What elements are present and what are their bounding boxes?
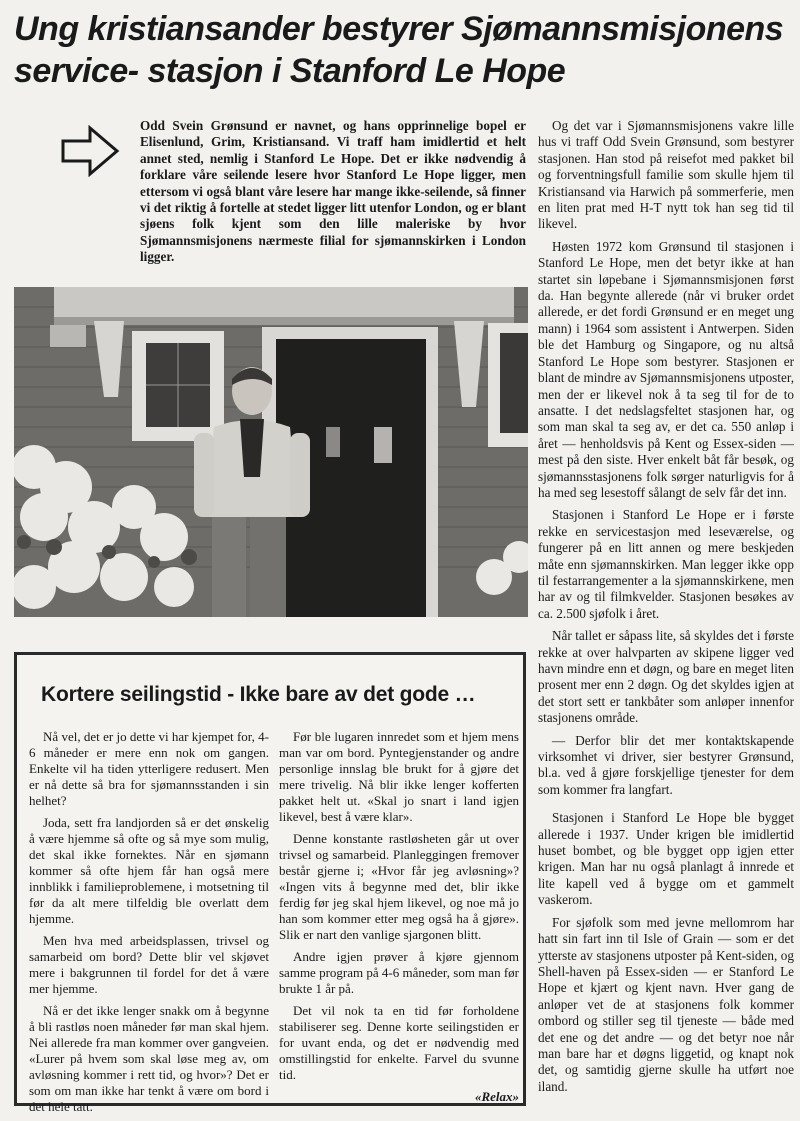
sidebox-paragraph: Nå vel, det er jo dette vi har kjempet for, 4-6 måneder er mere enn nok om gangen. Enkelte vil ha tiden ytterligere redusert. Men er nå dette så bra for sjømannsstanden i sin helhet? (29, 729, 269, 808)
article-paragraph: Og det var i Sjømannsmisjonens vakre lille hus vi traff Odd Svein Grønsund, som bestyrer stasjonen. Han stod på reisefot med pakket bil og forventningsfull familie som skulle hjem til Kristiansand via Harwich på sommerferie, men en liten prat med H-T nytt tok han seg tid til likevel. (538, 118, 794, 232)
sidebox-paragraph: Denne konstante rastløsheten går ut over trivsel og samarbeid. Planleggingen fremover består gjerne i; «Hvor får jeg avløsning»? «Ingen vits å begynne med det, blir ikke ferdig før jeg skal hjem likevel, og noe må jo han som kommer etter meg også ha å gjøre». Slik er nart den vanlige sjargonen blitt. (279, 831, 519, 942)
sidebox-paragraph: Det vil nok ta en tid før forholdene stabiliserer seg. Denne korte seilingstiden er for uvant enda, og det er nødvendig med omstillingstid for enkelte. Farvel du svunne tid. (279, 1003, 519, 1082)
sidebox-paragraph: Joda, sett fra landjorden så er det ønskelig å være hjemme så ofte og så mye som mulig, det skal ikke fornektes. Når en sjømann kommer så ofte hjem får han også mere innblikk i familieproblemene, i motsetning til før da alt mere tilfeldig ble overlatt dem hjemme. (29, 815, 269, 926)
sidebox-title: Kortere seilingstid - Ikke bare av det gode … (41, 683, 476, 706)
sidebox-paragraph: Andre igjen prøver å kjøre gjennom samme program på 4-6 måneder, som man før brukte 1 år på. (279, 949, 519, 996)
signature: «Relax» (474, 1089, 519, 1104)
headline: Ung kristiansander bestyrer Sjømannsmisjonens service- stasjon i Stanford Le Hope (14, 10, 784, 90)
right-arrow-outline-icon (60, 125, 120, 177)
article-paragraph: Stasjonen i Stanford Le Hope er i første rekke en servicestasjon med leseværelse, og fungerer på en litt annen og mere beskjeden måte enn sjømannskirken. Man legger ikke opp til festarrangementer a la sjømannskirkene, men har av og til filmkvelder. Stasjonen besøkes av ca. 2.500 sjøfolk i året. (538, 507, 794, 621)
sidebox-column-left (29, 729, 269, 1121)
article-paragraph: — Derfor blir det mer kontaktskapende virksomhet vi driver, sier bestyrer Grønsund, bl.a. ved å gjøre forskjellige tjenester for dem som kommer fra langfart. (538, 732, 794, 797)
article-paragraph: Stasjonen i Stanford Le Hope ble bygget allerede i 1937. Under krigen ble imidlertid huset bombet, og ble bygget opp igjen etter krigen. Man har nu også planlagt å innrede et lite kapell ved å bygge om et gammelt vaskerom. (538, 810, 794, 908)
sidebox-paragraph: Men hva med arbeidsplassen, trivsel og samarbeid om bord? Dette blir vel skjøvet mere i bakgrunnen til fordel for det å være mer hjemme. (29, 933, 269, 996)
article-paragraph: Høsten 1972 kom Grønsund til stasjonen i Stanford Le Hope, men det betyr ikke at han startet sin løpebane i Sjømannsmisjonen først da. Han begynte allerede (når vi bruker ordet allerede, er det fordi Grønsund er en meget ung mann) i 1964 som assistent i Antwerpen. Siden ble det Hamburg og Singapore, og nu altså Stanford Le Hope som bestyrer. Stasjonen er blant de mindre av Sjømannsmisjonens utposter, men der er likevel nok å ta seg til for de to ansatte. I det nedslagsfeltet stasjonen har, og som man skal ta seg av, er det ca. 550 anløp i året — henholdsvis på Kent og Essex-siden — mest på den siste. Hver enkelt båt får besøk, og sjømannsstasjonens folk sørger naturligvis for å ha med seg lesestoff sålangt de selv får det inn. (538, 238, 794, 500)
sidebox-paragraph: Nå er det ikke lenger snakk om å begynne å bli rastløs noen måneder før man skal hjem. Nei allerede fra man kommer over gangveien. «Lurer på hvem som skal løse meg av, om avløsning kommer i rett tid, og hvor»? Det er som om man ikke har tenkt å være om bord i det hele tatt. (29, 1003, 269, 1114)
right-article-column (538, 118, 794, 1101)
photo-man-at-station-entrance (14, 287, 528, 617)
sidebar-box (14, 652, 526, 1114)
photo-illustration (14, 287, 528, 617)
intro-paragraph: Odd Svein Grønsund er navnet, og hans opprinnelige bopel er Elisenlund, Grim, Kristiansand. Vi traff ham imidlertid et helt annet sted, nemlig i Stanford Le Hope. Det er ikke nødvendig å forklare våre seilende lesere hvor Stanford Le Hope ligger, men ettersom vi også blant våre lesere har mange ikke-seilende, så finner vi det riktig å fortelle at stedet ligger litt utenfor London, og er blant sjøens folk kjent som den lille maleriske by hvor Sjømannsmisjonens nærmeste filial for sjømannskirken i London ligger. (140, 118, 526, 265)
article-paragraph: For sjøfolk som med jevne mellomrom har hatt sin fart inn til Isle of Grain — som er det ytterste av stasjonens utposter på Kent-siden, og Shell-haven på Essex-siden — er Stanford Le Hope et kjært og kjent navn. Hver gang de anløper vet de at stasjonens folk kommer ombord og stiller seg til tjeneste — både med det ene og det andre — og det betyr noe når man bare har et døgns liggetid, og knapt nok det, og samtidig gjerne skulle ha utført noe iland. (538, 914, 794, 1094)
sidebox-column-right (279, 729, 519, 1105)
sidebox-paragraph: Før ble lugaren innredet som et hjem mens man var om bord. Pyntegjenstander og andre personlige innslag ble brukt for å gjøre det mere trivelig. Nå blir ikke lenger kofferten pakket helt ut. «Skal jo snart i land igjen likevel, best å være klar». (279, 729, 519, 824)
article-paragraph: Når tallet er såpass lite, så skyldes det i første rekke at over halvparten av skipene ligger ved havn mindre enn et døgn, og bare en meget liten prosent mer enn 2 døgn. Og det skyldes igjen at det stort sett er tankbåter som anløper innenfor stasjonens område. (538, 628, 794, 726)
